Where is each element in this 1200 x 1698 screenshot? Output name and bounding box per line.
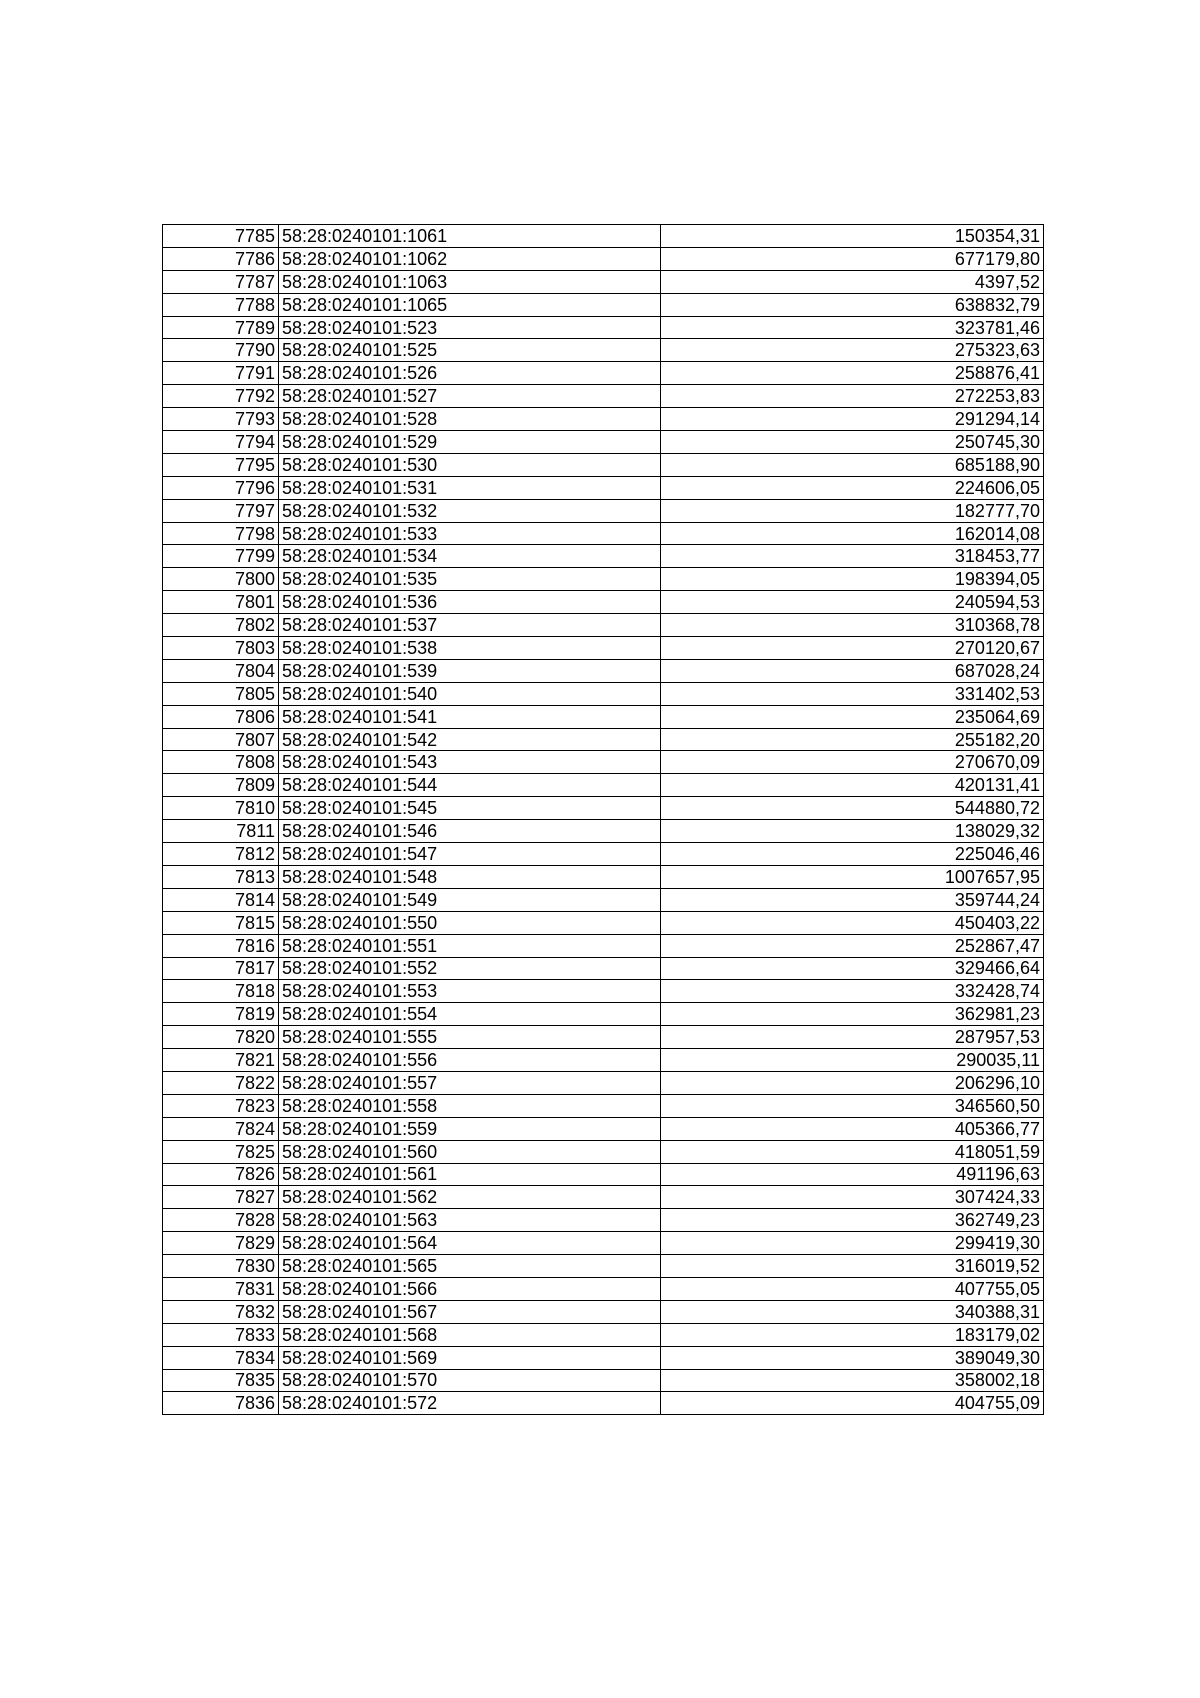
table-row (163, 888, 1044, 911)
table-row (163, 247, 1044, 270)
table-row (163, 820, 1044, 843)
cadastral-number-cell: 58:28:0240101:572 (279, 1392, 661, 1415)
cadastral-number-cell: 58:28:0240101:528 (279, 408, 661, 431)
value-cell: 4397,52 (661, 270, 1044, 293)
value-cell: 287957,53 (661, 1026, 1044, 1049)
cadastral-number-cell: 58:28:0240101:531 (279, 476, 661, 499)
table-row (163, 1232, 1044, 1255)
cadastral-number-cell: 58:28:0240101:541 (279, 705, 661, 728)
value-cell: 270120,67 (661, 637, 1044, 660)
table-row (163, 293, 1044, 316)
cadastral-number-cell: 58:28:0240101:526 (279, 362, 661, 385)
value-cell: 150354,31 (661, 225, 1044, 248)
table-row (163, 911, 1044, 934)
table-row (163, 1277, 1044, 1300)
value-cell: 407755,05 (661, 1277, 1044, 1300)
table-body (163, 225, 1044, 1415)
row-number-cell: 7802 (163, 614, 279, 637)
cadastral-number-cell: 58:28:0240101:544 (279, 774, 661, 797)
row-number-cell: 7818 (163, 980, 279, 1003)
table-row (163, 751, 1044, 774)
table-row (163, 225, 1044, 248)
table-row (163, 545, 1044, 568)
cadastral-number-cell: 58:28:0240101:549 (279, 888, 661, 911)
row-number-cell: 7820 (163, 1026, 279, 1049)
value-cell: 183179,02 (661, 1323, 1044, 1346)
table-row (163, 637, 1044, 660)
row-number-cell: 7792 (163, 385, 279, 408)
cadastral-number-cell: 58:28:0240101:564 (279, 1232, 661, 1255)
cadastral-number-cell: 58:28:0240101:557 (279, 1071, 661, 1094)
row-number-cell: 7791 (163, 362, 279, 385)
table-row (163, 1003, 1044, 1026)
table-row (163, 1026, 1044, 1049)
cadastral-number-cell: 58:28:0240101:1063 (279, 270, 661, 293)
table-row (163, 408, 1044, 431)
cadastral-number-cell: 58:28:0240101:558 (279, 1094, 661, 1117)
value-cell: 418051,59 (661, 1140, 1044, 1163)
row-number-cell: 7790 (163, 339, 279, 362)
value-cell: 250745,30 (661, 431, 1044, 454)
table-row (163, 1255, 1044, 1278)
table-row (163, 934, 1044, 957)
row-number-cell: 7836 (163, 1392, 279, 1415)
cadastral-number-cell: 58:28:0240101:565 (279, 1255, 661, 1278)
row-number-cell: 7803 (163, 637, 279, 660)
value-cell: 389049,30 (661, 1346, 1044, 1369)
cadastral-number-cell: 58:28:0240101:551 (279, 934, 661, 957)
row-number-cell: 7824 (163, 1117, 279, 1140)
value-cell: 638832,79 (661, 293, 1044, 316)
table-row (163, 843, 1044, 866)
value-cell: 198394,05 (661, 568, 1044, 591)
table-row (163, 865, 1044, 888)
row-number-cell: 7807 (163, 728, 279, 751)
table-row (163, 1117, 1044, 1140)
value-cell: 1007657,95 (661, 865, 1044, 888)
table-row (163, 1369, 1044, 1392)
row-number-cell: 7827 (163, 1186, 279, 1209)
value-cell: 182777,70 (661, 499, 1044, 522)
data-table (162, 224, 1044, 1415)
row-number-cell: 7810 (163, 797, 279, 820)
table-row (163, 385, 1044, 408)
row-number-cell: 7798 (163, 522, 279, 545)
row-number-cell: 7796 (163, 476, 279, 499)
row-number-cell: 7787 (163, 270, 279, 293)
value-cell: 225046,46 (661, 843, 1044, 866)
table-row (163, 728, 1044, 751)
value-cell: 323781,46 (661, 316, 1044, 339)
table-row (163, 591, 1044, 614)
value-cell: 138029,32 (661, 820, 1044, 843)
cadastral-number-cell: 58:28:0240101:529 (279, 431, 661, 454)
cadastral-number-cell: 58:28:0240101:536 (279, 591, 661, 614)
value-cell: 310368,78 (661, 614, 1044, 637)
row-number-cell: 7794 (163, 431, 279, 454)
cadastral-number-cell: 58:28:0240101:547 (279, 843, 661, 866)
cadastral-number-cell: 58:28:0240101:543 (279, 751, 661, 774)
table-row (163, 431, 1044, 454)
table-row (163, 957, 1044, 980)
value-cell: 331402,53 (661, 682, 1044, 705)
value-cell: 358002,18 (661, 1369, 1044, 1392)
value-cell: 224606,05 (661, 476, 1044, 499)
table-row (163, 1163, 1044, 1186)
cadastral-number-cell: 58:28:0240101:525 (279, 339, 661, 362)
table-row (163, 797, 1044, 820)
value-cell: 272253,83 (661, 385, 1044, 408)
cadastral-number-cell: 58:28:0240101:523 (279, 316, 661, 339)
value-cell: 270670,09 (661, 751, 1044, 774)
cadastral-number-cell: 58:28:0240101:559 (279, 1117, 661, 1140)
cadastral-number-cell: 58:28:0240101:530 (279, 453, 661, 476)
row-number-cell: 7830 (163, 1255, 279, 1278)
table-row (163, 682, 1044, 705)
table-row (163, 1209, 1044, 1232)
cadastral-number-cell: 58:28:0240101:535 (279, 568, 661, 591)
value-cell: 362749,23 (661, 1209, 1044, 1232)
row-number-cell: 7817 (163, 957, 279, 980)
cadastral-number-cell: 58:28:0240101:537 (279, 614, 661, 637)
table-row (163, 1300, 1044, 1323)
cadastral-number-cell: 58:28:0240101:569 (279, 1346, 661, 1369)
table-row (163, 705, 1044, 728)
value-cell: 685188,90 (661, 453, 1044, 476)
table-row (163, 476, 1044, 499)
row-number-cell: 7808 (163, 751, 279, 774)
table-row (163, 1392, 1044, 1415)
row-number-cell: 7795 (163, 453, 279, 476)
value-cell: 275323,63 (661, 339, 1044, 362)
row-number-cell: 7811 (163, 820, 279, 843)
cadastral-number-cell: 58:28:0240101:568 (279, 1323, 661, 1346)
row-number-cell: 7785 (163, 225, 279, 248)
value-cell: 316019,52 (661, 1255, 1044, 1278)
cadastral-number-cell: 58:28:0240101:560 (279, 1140, 661, 1163)
cadastral-number-cell: 58:28:0240101:570 (279, 1369, 661, 1392)
value-cell: 332428,74 (661, 980, 1044, 1003)
value-cell: 687028,24 (661, 659, 1044, 682)
value-cell: 362981,23 (661, 1003, 1044, 1026)
table-row (163, 1323, 1044, 1346)
row-number-cell: 7835 (163, 1369, 279, 1392)
cadastral-number-cell: 58:28:0240101:552 (279, 957, 661, 980)
row-number-cell: 7816 (163, 934, 279, 957)
value-cell: 405366,77 (661, 1117, 1044, 1140)
cadastral-number-cell: 58:28:0240101:540 (279, 682, 661, 705)
cadastral-number-cell: 58:28:0240101:533 (279, 522, 661, 545)
row-number-cell: 7831 (163, 1277, 279, 1300)
cadastral-number-cell: 58:28:0240101:545 (279, 797, 661, 820)
value-cell: 346560,50 (661, 1094, 1044, 1117)
value-cell: 290035,11 (661, 1049, 1044, 1072)
table-row (163, 522, 1044, 545)
cadastral-number-cell: 58:28:0240101:539 (279, 659, 661, 682)
cadastral-number-cell: 58:28:0240101:546 (279, 820, 661, 843)
row-number-cell: 7797 (163, 499, 279, 522)
cadastral-number-cell: 58:28:0240101:563 (279, 1209, 661, 1232)
value-cell: 235064,69 (661, 705, 1044, 728)
row-number-cell: 7814 (163, 888, 279, 911)
value-cell: 420131,41 (661, 774, 1044, 797)
row-number-cell: 7799 (163, 545, 279, 568)
table-row (163, 568, 1044, 591)
cadastral-number-cell: 58:28:0240101:548 (279, 865, 661, 888)
table-row (163, 499, 1044, 522)
cadastral-number-cell: 58:28:0240101:1062 (279, 247, 661, 270)
row-number-cell: 7834 (163, 1346, 279, 1369)
row-number-cell: 7788 (163, 293, 279, 316)
table-row (163, 453, 1044, 476)
table-row (163, 316, 1044, 339)
value-cell: 544880,72 (661, 797, 1044, 820)
table-row (163, 339, 1044, 362)
table-row (163, 1186, 1044, 1209)
row-number-cell: 7829 (163, 1232, 279, 1255)
table-row (163, 659, 1044, 682)
cadastral-number-cell: 58:28:0240101:553 (279, 980, 661, 1003)
table-row (163, 1346, 1044, 1369)
value-cell: 491196,63 (661, 1163, 1044, 1186)
row-number-cell: 7801 (163, 591, 279, 614)
cadastral-number-cell: 58:28:0240101:566 (279, 1277, 661, 1300)
table-row (163, 362, 1044, 385)
row-number-cell: 7805 (163, 682, 279, 705)
table-row (163, 774, 1044, 797)
cadastral-number-cell: 58:28:0240101:555 (279, 1026, 661, 1049)
value-cell: 340388,31 (661, 1300, 1044, 1323)
cadastral-number-cell: 58:28:0240101:556 (279, 1049, 661, 1072)
row-number-cell: 7809 (163, 774, 279, 797)
value-cell: 307424,33 (661, 1186, 1044, 1209)
row-number-cell: 7815 (163, 911, 279, 934)
value-cell: 252867,47 (661, 934, 1044, 957)
value-cell: 359744,24 (661, 888, 1044, 911)
value-cell: 240594,53 (661, 591, 1044, 614)
cadastral-number-cell: 58:28:0240101:527 (279, 385, 661, 408)
value-cell: 162014,08 (661, 522, 1044, 545)
cadastral-number-cell: 58:28:0240101:562 (279, 1186, 661, 1209)
table-row (163, 1071, 1044, 1094)
row-number-cell: 7800 (163, 568, 279, 591)
value-cell: 318453,77 (661, 545, 1044, 568)
row-number-cell: 7793 (163, 408, 279, 431)
value-cell: 258876,41 (661, 362, 1044, 385)
table-row (163, 270, 1044, 293)
cadastral-number-cell: 58:28:0240101:1061 (279, 225, 661, 248)
cadastral-number-cell: 58:28:0240101:567 (279, 1300, 661, 1323)
cadastral-number-cell: 58:28:0240101:542 (279, 728, 661, 751)
row-number-cell: 7833 (163, 1323, 279, 1346)
table-row (163, 1094, 1044, 1117)
value-cell: 329466,64 (661, 957, 1044, 980)
cadastral-number-cell: 58:28:0240101:1065 (279, 293, 661, 316)
value-cell: 206296,10 (661, 1071, 1044, 1094)
row-number-cell: 7825 (163, 1140, 279, 1163)
row-number-cell: 7789 (163, 316, 279, 339)
row-number-cell: 7786 (163, 247, 279, 270)
value-cell: 299419,30 (661, 1232, 1044, 1255)
row-number-cell: 7821 (163, 1049, 279, 1072)
cadastral-number-cell: 58:28:0240101:554 (279, 1003, 661, 1026)
value-cell: 255182,20 (661, 728, 1044, 751)
row-number-cell: 7812 (163, 843, 279, 866)
row-number-cell: 7819 (163, 1003, 279, 1026)
value-cell: 677179,80 (661, 247, 1044, 270)
row-number-cell: 7806 (163, 705, 279, 728)
cadastral-number-cell: 58:28:0240101:532 (279, 499, 661, 522)
row-number-cell: 7822 (163, 1071, 279, 1094)
value-cell: 450403,22 (661, 911, 1044, 934)
row-number-cell: 7804 (163, 659, 279, 682)
row-number-cell: 7823 (163, 1094, 279, 1117)
cadastral-number-cell: 58:28:0240101:534 (279, 545, 661, 568)
row-number-cell: 7828 (163, 1209, 279, 1232)
table-row (163, 614, 1044, 637)
value-cell: 404755,09 (661, 1392, 1044, 1415)
row-number-cell: 7826 (163, 1163, 279, 1186)
table-row (163, 1140, 1044, 1163)
cadastral-number-cell: 58:28:0240101:538 (279, 637, 661, 660)
table-row (163, 1049, 1044, 1072)
row-number-cell: 7813 (163, 865, 279, 888)
row-number-cell: 7832 (163, 1300, 279, 1323)
value-cell: 291294,14 (661, 408, 1044, 431)
cadastral-number-cell: 58:28:0240101:550 (279, 911, 661, 934)
cadastral-number-cell: 58:28:0240101:561 (279, 1163, 661, 1186)
table-row (163, 980, 1044, 1003)
